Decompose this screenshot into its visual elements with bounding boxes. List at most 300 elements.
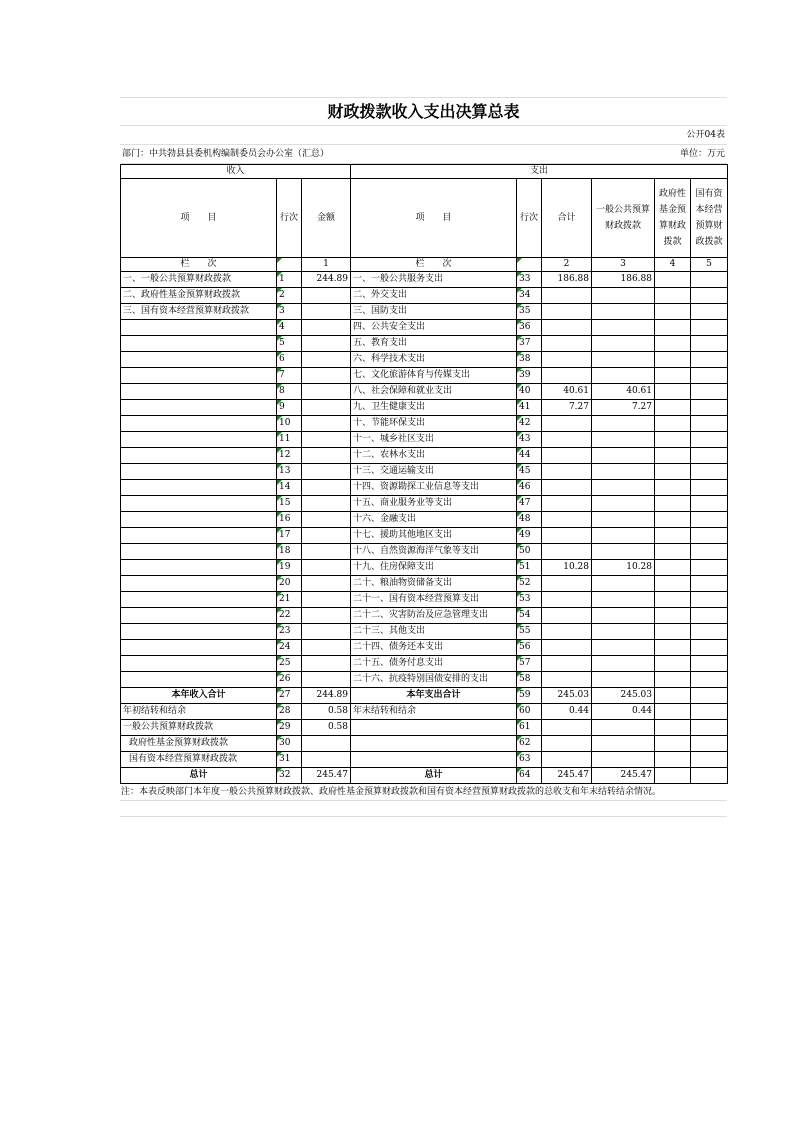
grand-out-no: 64 [517,768,542,784]
income-amount [302,304,351,320]
expense-line-no: 56 [517,640,542,656]
income-item [121,640,277,656]
expense-fund [655,432,691,448]
expense-line-header: 行次 [517,179,542,258]
expense-capital [691,592,728,608]
expense-general [592,624,655,640]
expense-capital [691,320,728,336]
income-line-no: 24 [277,640,302,656]
expense-item: 十七、援助其他地区支出 [351,528,517,544]
income-amount [302,608,351,624]
expense-fund [655,496,691,512]
income-line-no: 6 [277,352,302,368]
expense-item: 十二、农林水支出 [351,448,517,464]
expense-item-header: 项 目 [351,179,517,258]
income-item [121,400,277,416]
income-amount [302,384,351,400]
carry-in-general-amount: 0.58 [302,720,351,736]
expense-capital [691,352,728,368]
table-row [121,464,728,480]
expense-line-no: 43 [517,432,542,448]
income-item [121,432,277,448]
expense-total-capital [691,688,728,704]
income-item [121,656,277,672]
expense-capital [691,288,728,304]
expense-line-no: 58 [517,672,542,688]
expense-total-label: 本年支出合计 [351,688,517,704]
empty-cell [691,752,728,768]
income-item [121,352,277,368]
empty-cell [542,736,592,752]
income-amount [302,640,351,656]
income-line-no: 7 [277,368,302,384]
expense-item: 八、社会保障和就业支出 [351,384,517,400]
expense-line-no: 54 [517,608,542,624]
blank-row [120,801,727,817]
out-line-62: 62 [517,736,542,752]
expense-fund [655,400,691,416]
expense-general [592,480,655,496]
income-item [121,672,277,688]
expense-capital [691,400,728,416]
expense-item: 七、文化旅游体育与传媒支出 [351,368,517,384]
expense-general: 7.27 [592,400,655,416]
income-item [121,592,277,608]
table-row [121,448,728,464]
expense-general [592,608,655,624]
expense-line-no: 55 [517,624,542,640]
expense-fund [655,416,691,432]
table-row [121,320,728,336]
table-row [121,336,728,352]
table-row [121,640,728,656]
expense-capital [691,640,728,656]
col-index-5: 5 [691,258,728,272]
expense-capital [691,656,728,672]
expense-general [592,656,655,672]
expense-capital [691,496,728,512]
table-row [121,576,728,592]
expense-item: 五、教育支出 [351,336,517,352]
carry-in-general-label: 一般公共预算财政拨款 [121,720,277,736]
carry-in-no: 28 [277,704,302,720]
gov-fund-header: 政府性基金预算财政拨款 [655,179,691,258]
income-line-no: 21 [277,592,302,608]
expense-line-no: 35 [517,304,542,320]
expense-total [542,336,592,352]
expense-general [592,544,655,560]
income-item [121,320,277,336]
expense-capital [691,464,728,480]
expense-general [592,304,655,320]
expense-capital [691,512,728,528]
unit-label: 单位：万元 [679,149,725,159]
income-item [121,512,277,528]
expense-fund [655,288,691,304]
expense-item: 十八、自然资源海洋气象等支出 [351,544,517,560]
empty-cell [592,752,655,768]
income-amount [302,464,351,480]
income-amount [302,560,351,576]
carry-in-amount: 0.58 [302,704,351,720]
expense-general [592,320,655,336]
expense-line-no: 37 [517,336,542,352]
expense-total-no: 59 [517,688,542,704]
expense-capital [691,448,728,464]
income-item [121,608,277,624]
income-amount [302,352,351,368]
expense-capital [691,304,728,320]
income-amount [302,416,351,432]
income-item [121,368,277,384]
income-line-no: 17 [277,528,302,544]
expense-general: 10.28 [592,560,655,576]
expense-general [592,576,655,592]
carry-out-capital [691,704,728,720]
income-item [121,576,277,592]
empty-cell [302,736,351,752]
expense-capital [691,624,728,640]
expense-general: 186.88 [592,272,655,288]
expense-line-no: 33 [517,272,542,288]
expense-fund [655,368,691,384]
table-row [121,432,728,448]
income-header: 收入 [121,165,351,179]
income-item: 三、国有资本经营预算财政拨款 [121,304,277,320]
income-amount [302,528,351,544]
grand-in-no: 32 [277,768,302,784]
table-row [121,496,728,512]
expense-line-no: 49 [517,528,542,544]
expense-total [542,576,592,592]
income-item [121,528,277,544]
expense-total-fund [655,688,691,704]
income-item [121,624,277,640]
table-row [121,656,728,672]
expense-item: 二十五、债务付息支出 [351,656,517,672]
expense-line-no: 38 [517,352,542,368]
expense-item: 十五、商业服务业等支出 [351,496,517,512]
table-row [121,352,728,368]
table-row [121,560,728,576]
column-header-row [121,179,728,258]
expense-total: 10.28 [542,560,592,576]
income-amount [302,320,351,336]
income-item: 一、一般公共预算财政拨款 [121,272,277,288]
income-line-no: 13 [277,464,302,480]
expense-item: 十一、城乡社区支出 [351,432,517,448]
grand-out-label: 总计 [351,768,517,784]
expense-fund [655,656,691,672]
carry-in-capital-no: 31 [277,752,302,768]
expense-total [542,320,592,336]
expense-line-no: 45 [517,464,542,480]
expense-general [592,496,655,512]
grand-total-row [121,768,728,784]
income-item-header: 项 目 [121,179,277,258]
expense-line-no: 44 [517,448,542,464]
expense-line-no: 57 [517,656,542,672]
expense-item: 三、国防支出 [351,304,517,320]
expense-general [592,448,655,464]
section-header-row [121,165,728,179]
form-number-row [120,126,727,145]
expense-line-no: 41 [517,400,542,416]
income-amount [302,656,351,672]
expense-total [542,640,592,656]
grand-in-label: 总计 [121,768,277,784]
col-index-cell [277,258,302,272]
report-title: 财政拨款收入支出决算总表 [120,97,727,126]
empty-cell [691,768,728,784]
expense-line-no: 42 [517,416,542,432]
income-item [121,544,277,560]
income-line-no: 1 [277,272,302,288]
grand-out-total: 245.47 [542,768,592,784]
expense-fund [655,512,691,528]
expense-total [542,624,592,640]
expense-total [542,608,592,624]
expense-item: 二十一、国有资本经营预算支出 [351,592,517,608]
expense-line-no: 53 [517,592,542,608]
expense-fund [655,544,691,560]
expense-capital [691,544,728,560]
income-line-no: 3 [277,304,302,320]
empty-cell [351,736,517,752]
income-line-no: 23 [277,624,302,640]
expense-total [542,464,592,480]
income-line-no: 26 [277,672,302,688]
expense-line-no: 46 [517,480,542,496]
expense-total: 186.88 [542,272,592,288]
expense-item: 二十、粮油物资储备支出 [351,576,517,592]
empty-cell [655,736,691,752]
expense-capital [691,432,728,448]
carry-in-capital-label: 国有资本经营预算财政拨款 [121,752,277,768]
income-item [121,560,277,576]
carryover-row [121,704,728,720]
income-amount [302,496,351,512]
expense-capital [691,384,728,400]
carry-out-total: 0.44 [542,704,592,720]
expense-line-no: 48 [517,512,542,528]
expense-total [542,528,592,544]
expense-general: 40.61 [592,384,655,400]
income-amount [302,512,351,528]
table-row [121,480,728,496]
expense-total-general: 245.03 [592,688,655,704]
expense-fund [655,560,691,576]
expense-item: 二十二、灾害防治及应急管理支出 [351,608,517,624]
annual-total-row [121,688,728,704]
income-amount [302,400,351,416]
expense-fund [655,336,691,352]
expense-item: 二、外交支出 [351,288,517,304]
income-amount [302,672,351,688]
expense-item: 六、科学技术支出 [351,352,517,368]
expense-item: 十四、资源勘探工业信息等支出 [351,480,517,496]
expense-item: 十、节能环保支出 [351,416,517,432]
income-item [121,336,277,352]
table-row [121,304,728,320]
expense-item: 一、一般公共服务支出 [351,272,517,288]
expense-item: 十九、住房保障支出 [351,560,517,576]
income-line-no: 20 [277,576,302,592]
income-amount: 244.89 [302,272,351,288]
expense-general [592,512,655,528]
expense-capital [691,368,728,384]
table-row [121,416,728,432]
income-line-no: 2 [277,288,302,304]
expense-fund [655,464,691,480]
income-line-header: 行次 [277,179,302,258]
expense-item: 四、公共安全支出 [351,320,517,336]
expense-capital [691,272,728,288]
income-item [121,448,277,464]
expense-total: 7.27 [542,400,592,416]
expense-capital [691,560,728,576]
income-amount [302,592,351,608]
empty-cell [691,736,728,752]
income-line-no: 5 [277,336,302,352]
expense-general [592,528,655,544]
expense-total [542,480,592,496]
expense-fund [655,528,691,544]
col-index-label: 栏 次 [351,258,517,272]
expense-fund [655,320,691,336]
expense-item: 十三、交通运输支出 [351,464,517,480]
income-amount [302,544,351,560]
general-budget-header: 一般公共预算财政拨款 [592,179,655,258]
expense-fund [655,576,691,592]
table-row [121,272,728,288]
empty-cell [655,752,691,768]
out-line-63: 63 [517,752,542,768]
expense-total [542,432,592,448]
carry-in-general-row [121,720,728,736]
expense-capital [691,416,728,432]
out-line-61: 61 [517,720,542,736]
income-item [121,496,277,512]
expense-line-no: 50 [517,544,542,560]
carry-out-no: 60 [517,704,542,720]
expense-line-no: 40 [517,384,542,400]
col-index-4: 4 [655,258,691,272]
income-line-no: 12 [277,448,302,464]
income-amount [302,288,351,304]
income-total-amount: 244.89 [302,688,351,704]
expense-capital [691,576,728,592]
expense-general [592,464,655,480]
expense-total [542,416,592,432]
income-amount [302,480,351,496]
income-item [121,416,277,432]
income-line-no: 14 [277,480,302,496]
expense-fund [655,624,691,640]
col-index-1: 1 [302,258,351,272]
table-row [121,608,728,624]
income-amount [302,576,351,592]
department-row [120,145,727,164]
expense-capital [691,672,728,688]
expense-item: 二十四、债务还本支出 [351,640,517,656]
expense-total [542,656,592,672]
expense-capital [691,528,728,544]
carry-out-fund [655,704,691,720]
empty-cell [691,720,728,736]
table-row [121,400,728,416]
expense-total [542,496,592,512]
expense-line-no: 47 [517,496,542,512]
empty-cell [592,736,655,752]
empty-cell [655,768,691,784]
income-amount [302,432,351,448]
budget-table [120,164,728,784]
expense-general [592,416,655,432]
income-line-no: 11 [277,432,302,448]
expense-item: 十六、金融支出 [351,512,517,528]
carry-in-fund-label: 政府性基金预算财政拨款 [121,736,277,752]
income-amount [302,368,351,384]
table-row [121,512,728,528]
empty-cell [302,752,351,768]
expense-general [592,336,655,352]
carry-in-capital-row [121,752,728,768]
income-line-no: 18 [277,544,302,560]
column-index-row [121,258,728,272]
income-line-no: 4 [277,320,302,336]
expense-fund [655,448,691,464]
expense-fund [655,384,691,400]
table-row [121,368,728,384]
expense-general [592,352,655,368]
empty-cell [592,720,655,736]
form-number: 公开04表 [686,130,725,140]
expense-header: 支出 [351,165,728,179]
table-row [121,288,728,304]
expense-total-sum: 245.03 [542,688,592,704]
income-item [121,480,277,496]
table-row [121,592,728,608]
income-line-no: 15 [277,496,302,512]
expense-total [542,592,592,608]
expense-fund [655,272,691,288]
table-row [121,544,728,560]
income-line-no: 19 [277,560,302,576]
income-line-no: 9 [277,400,302,416]
income-item [121,464,277,480]
carry-in-general-no: 29 [277,720,302,736]
expense-item: 二十六、抗疫特别国债安排的支出 [351,672,517,688]
income-line-no: 8 [277,384,302,400]
expense-total [542,352,592,368]
state-capital-header: 国有资本经营预算财政拨款 [691,179,728,258]
expense-capital [691,608,728,624]
expense-general [592,368,655,384]
carry-in-fund-no: 30 [277,736,302,752]
income-line-no: 10 [277,416,302,432]
empty-cell [351,720,517,736]
expense-line-no: 36 [517,320,542,336]
empty-cell [542,720,592,736]
expense-line-no: 39 [517,368,542,384]
expense-total [542,368,592,384]
empty-cell [542,752,592,768]
expense-total [542,304,592,320]
expense-capital [691,336,728,352]
income-amount [302,336,351,352]
carry-in-label: 年初结转和结余 [121,704,277,720]
